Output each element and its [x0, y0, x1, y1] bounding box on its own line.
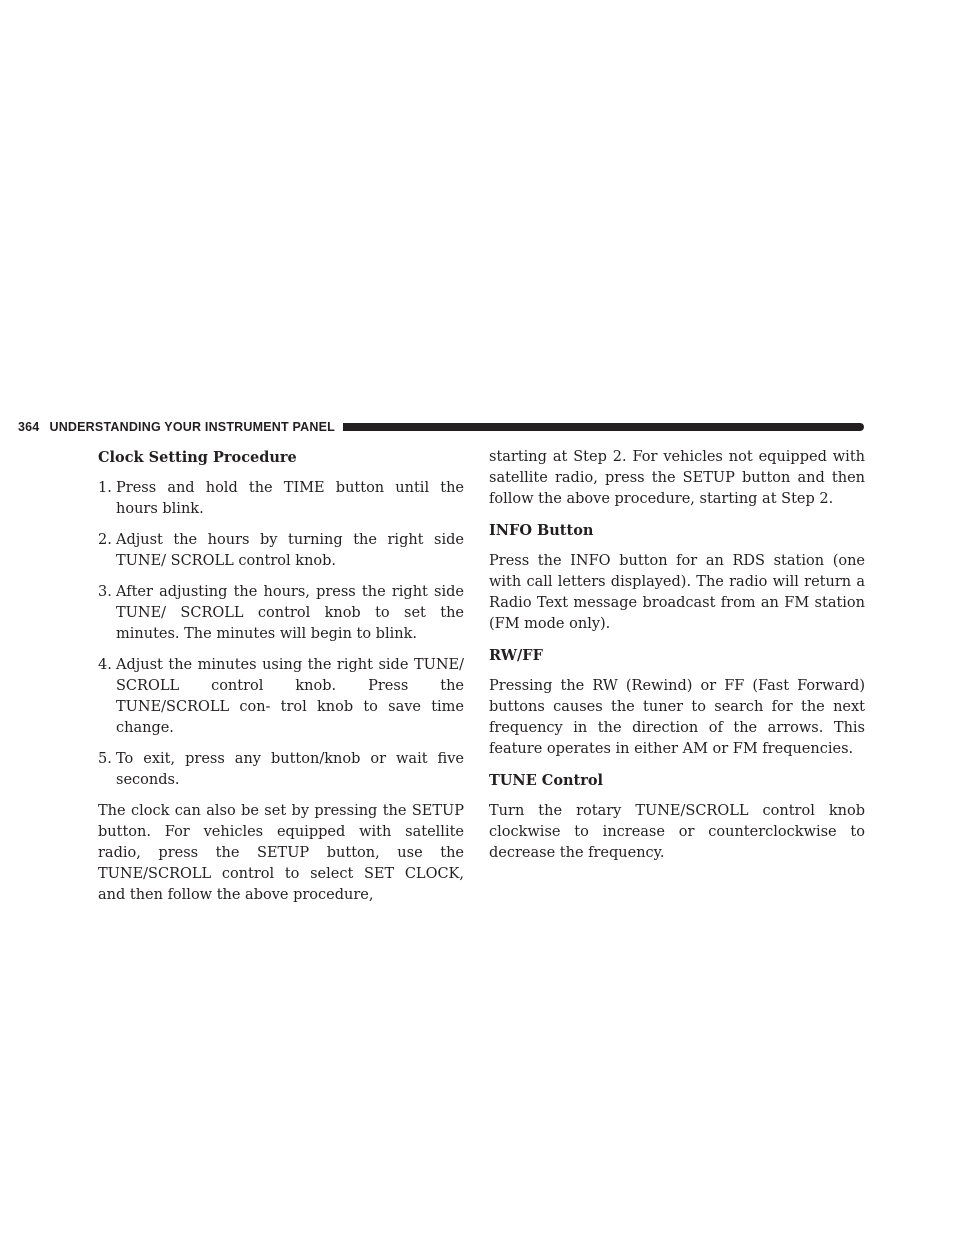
header-text [18, 420, 335, 434]
step-text: To exit, press any button/knob or wait five seconds. [116, 751, 464, 788]
tune-control-text: Turn the rotary TUNE/SCROLL control knob clockwise to increase or counterclockwise to decrease the frequency. [489, 803, 865, 861]
info-button-text: Press the INFO button for an RDS station (one with call letters displayed). The radio will return a Radio Text message broadcast from an FM station (FM mode only). [489, 553, 865, 632]
step-text: Adjust the hours by turning the right side TUNE/ SCROLL control knob. [116, 532, 464, 569]
step-text: Adjust the minutes using the right side TUNE/ SCROLL control knob. Press the TUNE/SCROLL con- trol knob to save time change. [116, 657, 464, 736]
step-number: 1. [98, 480, 112, 496]
tune-control-heading: TUNE Control [489, 772, 604, 789]
step-number: 5. [98, 751, 112, 767]
info-button-heading: INFO Button [489, 522, 594, 539]
step-number: 2. [98, 532, 112, 548]
page-number: 364 [18, 420, 40, 434]
right-column [489, 447, 865, 874]
step-text: Press and hold the TIME button until the hours blink. [116, 480, 464, 517]
header-rule [343, 423, 864, 431]
clock-setting-heading: Clock Setting Procedure [98, 449, 297, 466]
step-item [98, 655, 464, 739]
step-item [98, 530, 464, 572]
section-title: UNDERSTANDING YOUR INSTRUMENT PANEL [49, 420, 335, 434]
setup-paragraph: The clock can also be set by pressing the SETUP button. For vehicles equipped with satellite radio, press the SETUP button, use the TUNE/SCROLL control to select SET CLOCK, and then follow the above procedure, [98, 803, 464, 903]
step-text: After adjusting the hours, press the right side TUNE/ SCROLL control knob to set the minutes. The minutes will begin to blink. [116, 584, 464, 642]
rwff-heading: RW/FF [489, 647, 543, 664]
step-number: 4. [98, 657, 112, 673]
step-number: 3. [98, 584, 112, 600]
left-column [98, 447, 464, 916]
rwff-text: Pressing the RW (Rewind) or FF (Fast Forward) buttons causes the tuner to search for the next frequency in the direction of the arrows. This feature operates in either AM or FM frequencies. [489, 678, 865, 757]
step-item [98, 582, 464, 645]
clock-steps-list [98, 478, 464, 791]
continuation-paragraph: starting at Step 2. For vehicles not equipped with satellite radio, press the SETUP button and then follow the above procedure, starting at Step 2. [489, 449, 865, 507]
step-item [98, 478, 464, 520]
page-header [18, 419, 864, 435]
step-item [98, 749, 464, 791]
